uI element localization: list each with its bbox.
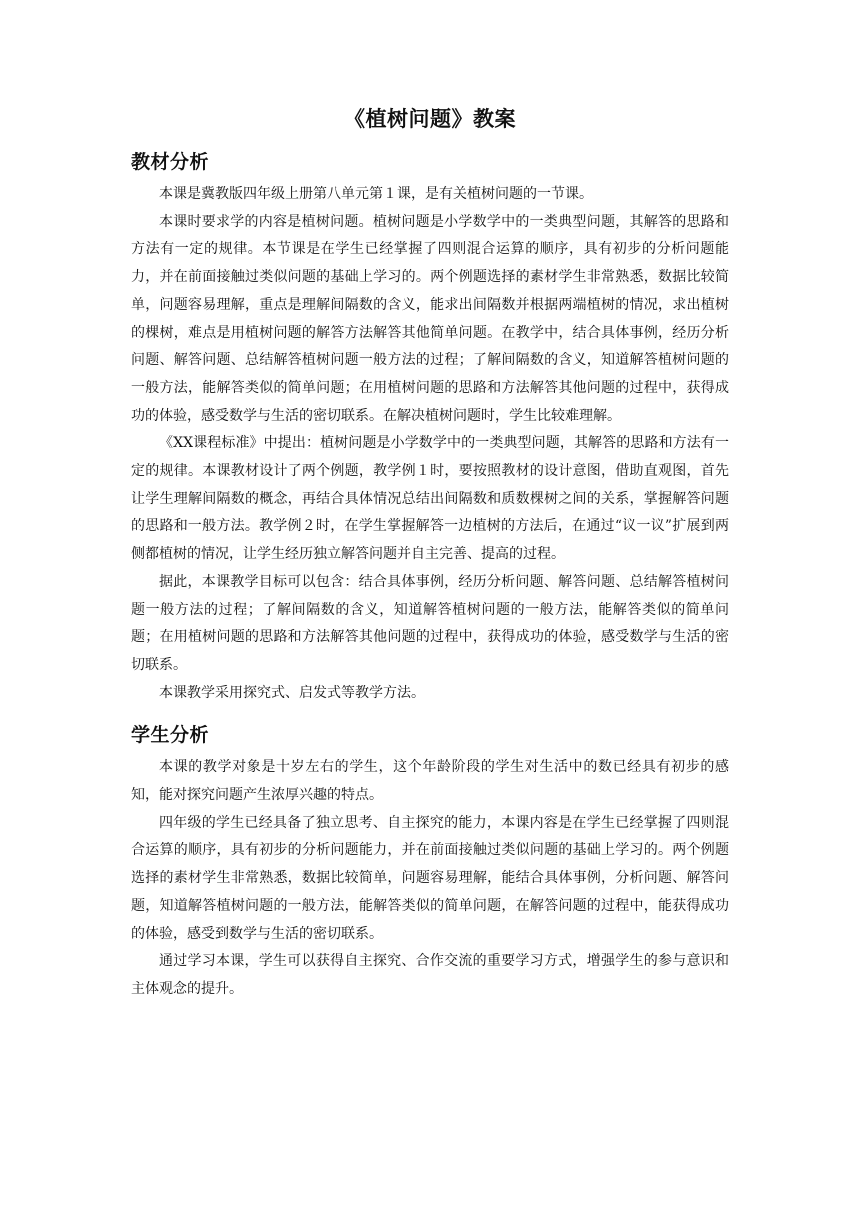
paragraph: 通过学习本课，学生可以获得自主探究、合作交流的重要学习方式，增强学生的参与意识和主体观念的提升。 <box>131 953 729 997</box>
paragraph: 四年级的学生已经具备了独立思考、自主探究的能力，本课内容是在学生已经掌握了四则混合运算的顺序，具有初步的分析问题能力，并在前面接触过类似问题的基础上学习的。两个例题选择的素材学生非常熟悉，数据比较简单，问题容易理解，能结合具体事例，分析问题、解答问题，知道解答植树问题的一般方法，能解答类似的简单问题，在解答问题的过程中，能获得成功的体验，感受到数学与生活的密切联系。 <box>131 814 729 942</box>
document-body <box>131 104 729 1004</box>
paragraph: 本课的教学对象是十岁左右的学生，这个年龄阶段的学生对生活中的数已经具有初步的感知，能对探究问题产生浓厚兴趣的特点。 <box>131 759 729 804</box>
section-heading: 教材分析 <box>131 151 210 173</box>
section-student-analysis <box>131 721 729 1003</box>
section-heading: 学生分析 <box>131 724 210 747</box>
section-textbook-analysis <box>131 148 729 707</box>
document-title: 《植树问题》教案 <box>344 107 516 131</box>
paragraph: 本课教学采用探究式、启发式等教学方法。 <box>159 684 425 701</box>
paragraph: 本课时要求学的内容是植树问题。植树问题是小学数学中的一类典型问题，其解答的思路和方法有一定的规律。本节课是在学生已经掌握了四则混合运算的顺序，具有初步的分析问题能力，并在前面接触过类似问题的基础上学习的。两个例题选择的素材学生非常熟悉，数据比较简单，问题容易理解，重点是理解间隔数的含义，能求出间隔数并根据两端植树的情况，求出植树的棵树，难点是用植树问题的解答方法解答其他简单问题。在教学中，结合具体事例，经历分析问题、解答问题、总结解答植树问题一般方法的过程；了解间隔数的含义，知道解答植树问题的一般方法，能解答类似的简单问题；在用植树问题的思路和方法解答其他问题的过程中，获得成功的体验，感受数学与生活的密切联系。在解决植树问题时，学生比较难理解。 <box>131 213 729 424</box>
paragraph: 本课是冀教版四年级上册第八单元第１课，是有关植树问题的一节课。 <box>159 186 593 202</box>
paragraph: 《XX课程标准》中提出：植树问题是小学数学中的一类典型问题，其解答的思路和方法有一定的规律。本课教材设计了两个例题，教学例１时，要按照教材的设计意图，借助直观图，首先让学生理解间隔数的概念，再结合具体情况总结出间隔数和质数棵树之间的关系，掌握解答问题的思路和一般方法。教学例２时，在学生掌握解答一边植树的方法后，在通过“议一议”扩展到两侧都植树的情况，让学生经历独立解答问题并自主完善、提高的过程。 <box>131 435 729 563</box>
paragraph: 据此，本课教学目标可以包含：结合具体事例，经历分析问题、解答问题、总结解答植树问题一般方法的过程；了解间隔数的含义，知道解答植树问题的一般方法，能解答类似的简单问题；在用植树问题的思路和方法解答其他问题的过程中，获得成功的体验，感受数学与生活的密切联系。 <box>131 573 729 673</box>
